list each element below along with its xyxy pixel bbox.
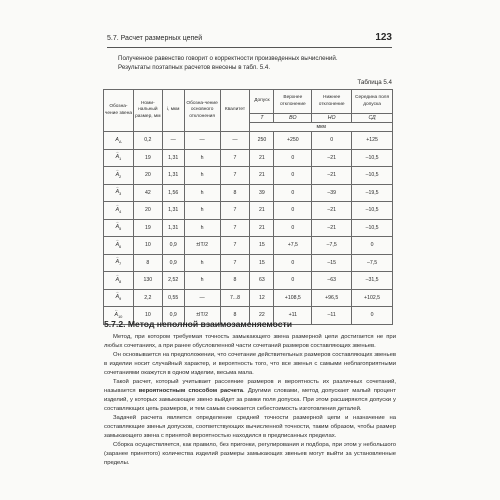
paragraph-text: Такой расчет, который учитывает рассеяние размеров и вероятность их различных сочетаний, называется <box>104 379 396 394</box>
table-cell-mid: –31,5 <box>352 272 393 290</box>
table-cell-es: 0 <box>274 167 312 185</box>
table-cell-q: 7...8 <box>220 289 250 307</box>
table-row <box>104 272 393 290</box>
table-row <box>104 289 393 307</box>
paragraph: Сборка осуществляется, как правило, без пригонки, регулирования и подбора, при этом у небольшого (заранее принятого) количества изделий размеры замыкающих звеньев могут выйти за установленные пределы. <box>104 442 396 466</box>
col-header-quality: Квалитет <box>220 90 250 132</box>
table-cell-ei: –7,5 <box>312 237 352 255</box>
table-cell-t: 63 <box>250 272 274 290</box>
col-symbol-t: T <box>250 114 274 123</box>
table-row <box>104 167 393 185</box>
table-cell-dev: h <box>184 254 220 272</box>
table-cell-es: 0 <box>274 272 312 290</box>
link-index: 4 <box>119 208 122 214</box>
table-cell-dev: ±IT/2 <box>184 237 220 255</box>
table-row <box>104 219 393 237</box>
table-cell-t: 21 <box>250 149 274 167</box>
table-cell-es: +11 <box>274 307 312 325</box>
table-cell-q: 8 <box>220 307 250 325</box>
table-cell-t: 15 <box>250 254 274 272</box>
paragraph: Он основывается на предположении, что сочетание действительных размеров составляющих звеньев в изделии носит случайный характер, и вероятность того, что все звенья с самыми неблагоприятными сочетаниями окажутся в одном изделии, весьма мала. <box>104 352 396 376</box>
link-index: 10 <box>117 313 123 319</box>
table-cell-es: +7,5 <box>274 237 312 255</box>
table-cell-es: 0 <box>274 202 312 220</box>
table-cell-t: 21 <box>250 202 274 220</box>
link-index: 7 <box>119 261 122 267</box>
table-cell-es: +250 <box>274 132 312 150</box>
table-cell-link <box>104 132 134 150</box>
table-cell-q: 8 <box>220 184 250 202</box>
table-cell-mid: –10,5 <box>352 167 393 185</box>
paragraph: Задачей расчета является определение средней точности размерной цепи и назначение на составляющие звенья допусков, соответствующих вычисленной точности, таким образом, чтобы размер замыкающего звена с принятой вероятностью находился в предписанных пределах. <box>104 415 396 439</box>
table-cell-ei: –21 <box>312 167 352 185</box>
table-cell-dev: — <box>184 132 220 150</box>
link-index: 3 <box>119 191 122 197</box>
table-cell-i: — <box>162 132 184 150</box>
table-cell-es: 0 <box>274 254 312 272</box>
table-cell-link <box>104 272 134 290</box>
table-cell-i: 0,55 <box>162 289 184 307</box>
col-header-link: Обозна-чение звена <box>104 90 134 132</box>
table-cell-dev: h <box>184 184 220 202</box>
link-symbol: ← A <box>116 259 119 265</box>
link-index: Δ <box>118 138 122 144</box>
table-cell-mid: +102,5 <box>352 289 393 307</box>
link-symbol: ← A <box>116 154 119 160</box>
table-cell-i: 0,9 <box>162 237 184 255</box>
table-cell-dev: h <box>184 219 220 237</box>
table-cell-i: 1,31 <box>162 167 184 185</box>
paragraph-text: . Другими словами, метод допускает малый процент изделий, у которых замыкающее звено выйдет за рамки поля допуска. При этом расширяются допуски у составляющих цепь размеров, и тем самым снижается себестоимость изготовления деталей. <box>104 388 396 412</box>
table-cell-ei: –21 <box>312 149 352 167</box>
col-symbol-es: ВО <box>274 114 312 123</box>
table-cell-dev: h <box>184 272 220 290</box>
link-symbol: ← A <box>116 172 119 178</box>
page-number: 123 <box>375 32 392 43</box>
table-cell-link <box>104 202 134 220</box>
table-cell-mid: 0 <box>352 307 393 325</box>
table-cell-nominal: 0,2 <box>133 132 162 150</box>
col-header-lower-deviation: Нижнее отклонение <box>312 90 352 114</box>
table-cell-dev: h <box>184 167 220 185</box>
table-cell-q: 8 <box>220 272 250 290</box>
table-cell-mid: –10,5 <box>352 219 393 237</box>
intro-line: Результаты поэтапных расчетов внесены в табл. 5.4. <box>118 64 271 71</box>
table-cell-q: 7 <box>220 219 250 237</box>
table-cell-dev: — <box>184 289 220 307</box>
table-cell-link <box>104 254 134 272</box>
col-header-nominal: Номи-нальный размер, мм <box>133 90 162 132</box>
table-cell-link <box>104 167 134 185</box>
dimension-chain-table <box>103 89 393 325</box>
table-cell-nominal: 42 <box>133 184 162 202</box>
table-cell-q: 7 <box>220 237 250 255</box>
table-cell-dev: ±IT/2 <box>184 307 220 325</box>
table-cell-q: 7 <box>220 149 250 167</box>
link-symbol: ← A <box>116 242 119 248</box>
table-cell-link <box>104 149 134 167</box>
table-cell-link <box>104 184 134 202</box>
table-cell-ei: –21 <box>312 202 352 220</box>
table-cell-ei: –11 <box>312 307 352 325</box>
term-bold: вероятностным способом расчета <box>138 388 244 394</box>
link-symbol: A <box>115 136 119 143</box>
col-symbol-ei: НО <box>312 114 352 123</box>
table-row <box>104 202 393 220</box>
table-cell-ei: –63 <box>312 272 352 290</box>
table-cell-nominal: 8 <box>133 254 162 272</box>
col-header-mid-tolerance: Середина поля допуска <box>352 90 393 114</box>
col-unit-row: мкм <box>250 123 393 132</box>
table-cell-mid: +125 <box>352 132 393 150</box>
col-header-i: i, мкм <box>162 90 184 132</box>
table-cell-ei: 0 <box>312 132 352 150</box>
table-cell-q: 7 <box>220 254 250 272</box>
table-caption: Таблица 5.4 <box>357 79 392 86</box>
col-symbol-mid: СД <box>352 114 393 123</box>
table-cell-q: — <box>220 132 250 150</box>
table-body <box>104 132 393 325</box>
link-index: 1 <box>119 156 122 162</box>
paragraph <box>104 378 396 414</box>
link-symbol: ← A <box>116 189 119 195</box>
table-cell-i: 2,52 <box>162 272 184 290</box>
table-cell-nominal: 19 <box>133 219 162 237</box>
table-cell-i: 0,9 <box>162 307 184 325</box>
table-cell-t: 12 <box>250 289 274 307</box>
link-symbol: ← A <box>116 277 119 283</box>
link-index: 5 <box>119 226 122 232</box>
table-cell-dev: h <box>184 202 220 220</box>
table-cell-q: 7 <box>220 167 250 185</box>
table-row <box>104 237 393 255</box>
table-cell-ei: –21 <box>312 219 352 237</box>
link-symbol: ← A <box>116 207 119 213</box>
table-cell-t: 39 <box>250 184 274 202</box>
table-cell-t: 22 <box>250 307 274 325</box>
table-cell-mid: 0 <box>352 237 393 255</box>
col-header-main-deviation: Обозна-чение основного отклонения <box>184 90 220 132</box>
table-cell-es: 0 <box>274 184 312 202</box>
link-symbol: ← A <box>116 224 119 230</box>
table-cell-link <box>104 219 134 237</box>
table-cell-mid: –10,5 <box>352 202 393 220</box>
col-header-tolerance: Допуск <box>250 90 274 114</box>
table-cell-dev: h <box>184 149 220 167</box>
paragraph: Метод, при котором требуемая точность замыкающего звена размерной цепи достигается не при любых сочетаниях, а при ранее обусловленной части сочетаний размеров составляющих звеньев. <box>104 334 396 349</box>
table-cell-link <box>104 237 134 255</box>
table-cell-nominal: 20 <box>133 202 162 220</box>
table-cell-ei: –15 <box>312 254 352 272</box>
header-section-title: 5.7. Расчет размерных цепей <box>107 35 203 42</box>
body-text <box>104 333 396 468</box>
section-heading: 5.7.2. Метод неполной взаимозаменяемости <box>104 319 293 329</box>
table-cell-ei: +96,5 <box>312 289 352 307</box>
table-cell-i: 1,31 <box>162 219 184 237</box>
table-cell-t: 21 <box>250 219 274 237</box>
running-header <box>107 31 392 48</box>
table-cell-i: 1,56 <box>162 184 184 202</box>
table-cell-i: 0,9 <box>162 254 184 272</box>
table-row <box>104 149 393 167</box>
table-cell-es: +108,5 <box>274 289 312 307</box>
table-cell-nominal: 19 <box>133 149 162 167</box>
table-cell-t: 250 <box>250 132 274 150</box>
table-row <box>104 132 393 150</box>
table-cell-t: 21 <box>250 167 274 185</box>
table-cell-q: 7 <box>220 202 250 220</box>
link-index: 9 <box>119 296 122 302</box>
link-symbol: ← A <box>114 312 117 318</box>
col-header-upper-deviation: Верхнее отклонение <box>274 90 312 114</box>
table-cell-mid: –10,5 <box>352 149 393 167</box>
intro-line: Полученное равенство говорит о корректности произведенных вычислений. <box>118 55 338 62</box>
table-cell-ei: –39 <box>312 184 352 202</box>
table-cell-nominal: 10 <box>133 237 162 255</box>
table-cell-t: 15 <box>250 237 274 255</box>
link-index: 8 <box>119 278 122 284</box>
table-cell-link <box>104 289 134 307</box>
intro-text <box>118 54 398 72</box>
link-symbol: ← A <box>116 294 119 300</box>
table-cell-i: 1,31 <box>162 202 184 220</box>
table-cell-nominal: 2,2 <box>133 289 162 307</box>
table-cell-es: 0 <box>274 219 312 237</box>
table-cell-nominal: 20 <box>133 167 162 185</box>
table-cell-es: 0 <box>274 149 312 167</box>
table-cell-mid: –7,5 <box>352 254 393 272</box>
table-cell-mid: –19,5 <box>352 184 393 202</box>
table-cell-nominal: 130 <box>133 272 162 290</box>
link-index: 2 <box>119 173 122 179</box>
table-cell-i: 1,31 <box>162 149 184 167</box>
link-index: 6 <box>119 243 122 249</box>
table-cell-nominal: 10 <box>133 307 162 325</box>
table-row <box>104 184 393 202</box>
table-row <box>104 254 393 272</box>
